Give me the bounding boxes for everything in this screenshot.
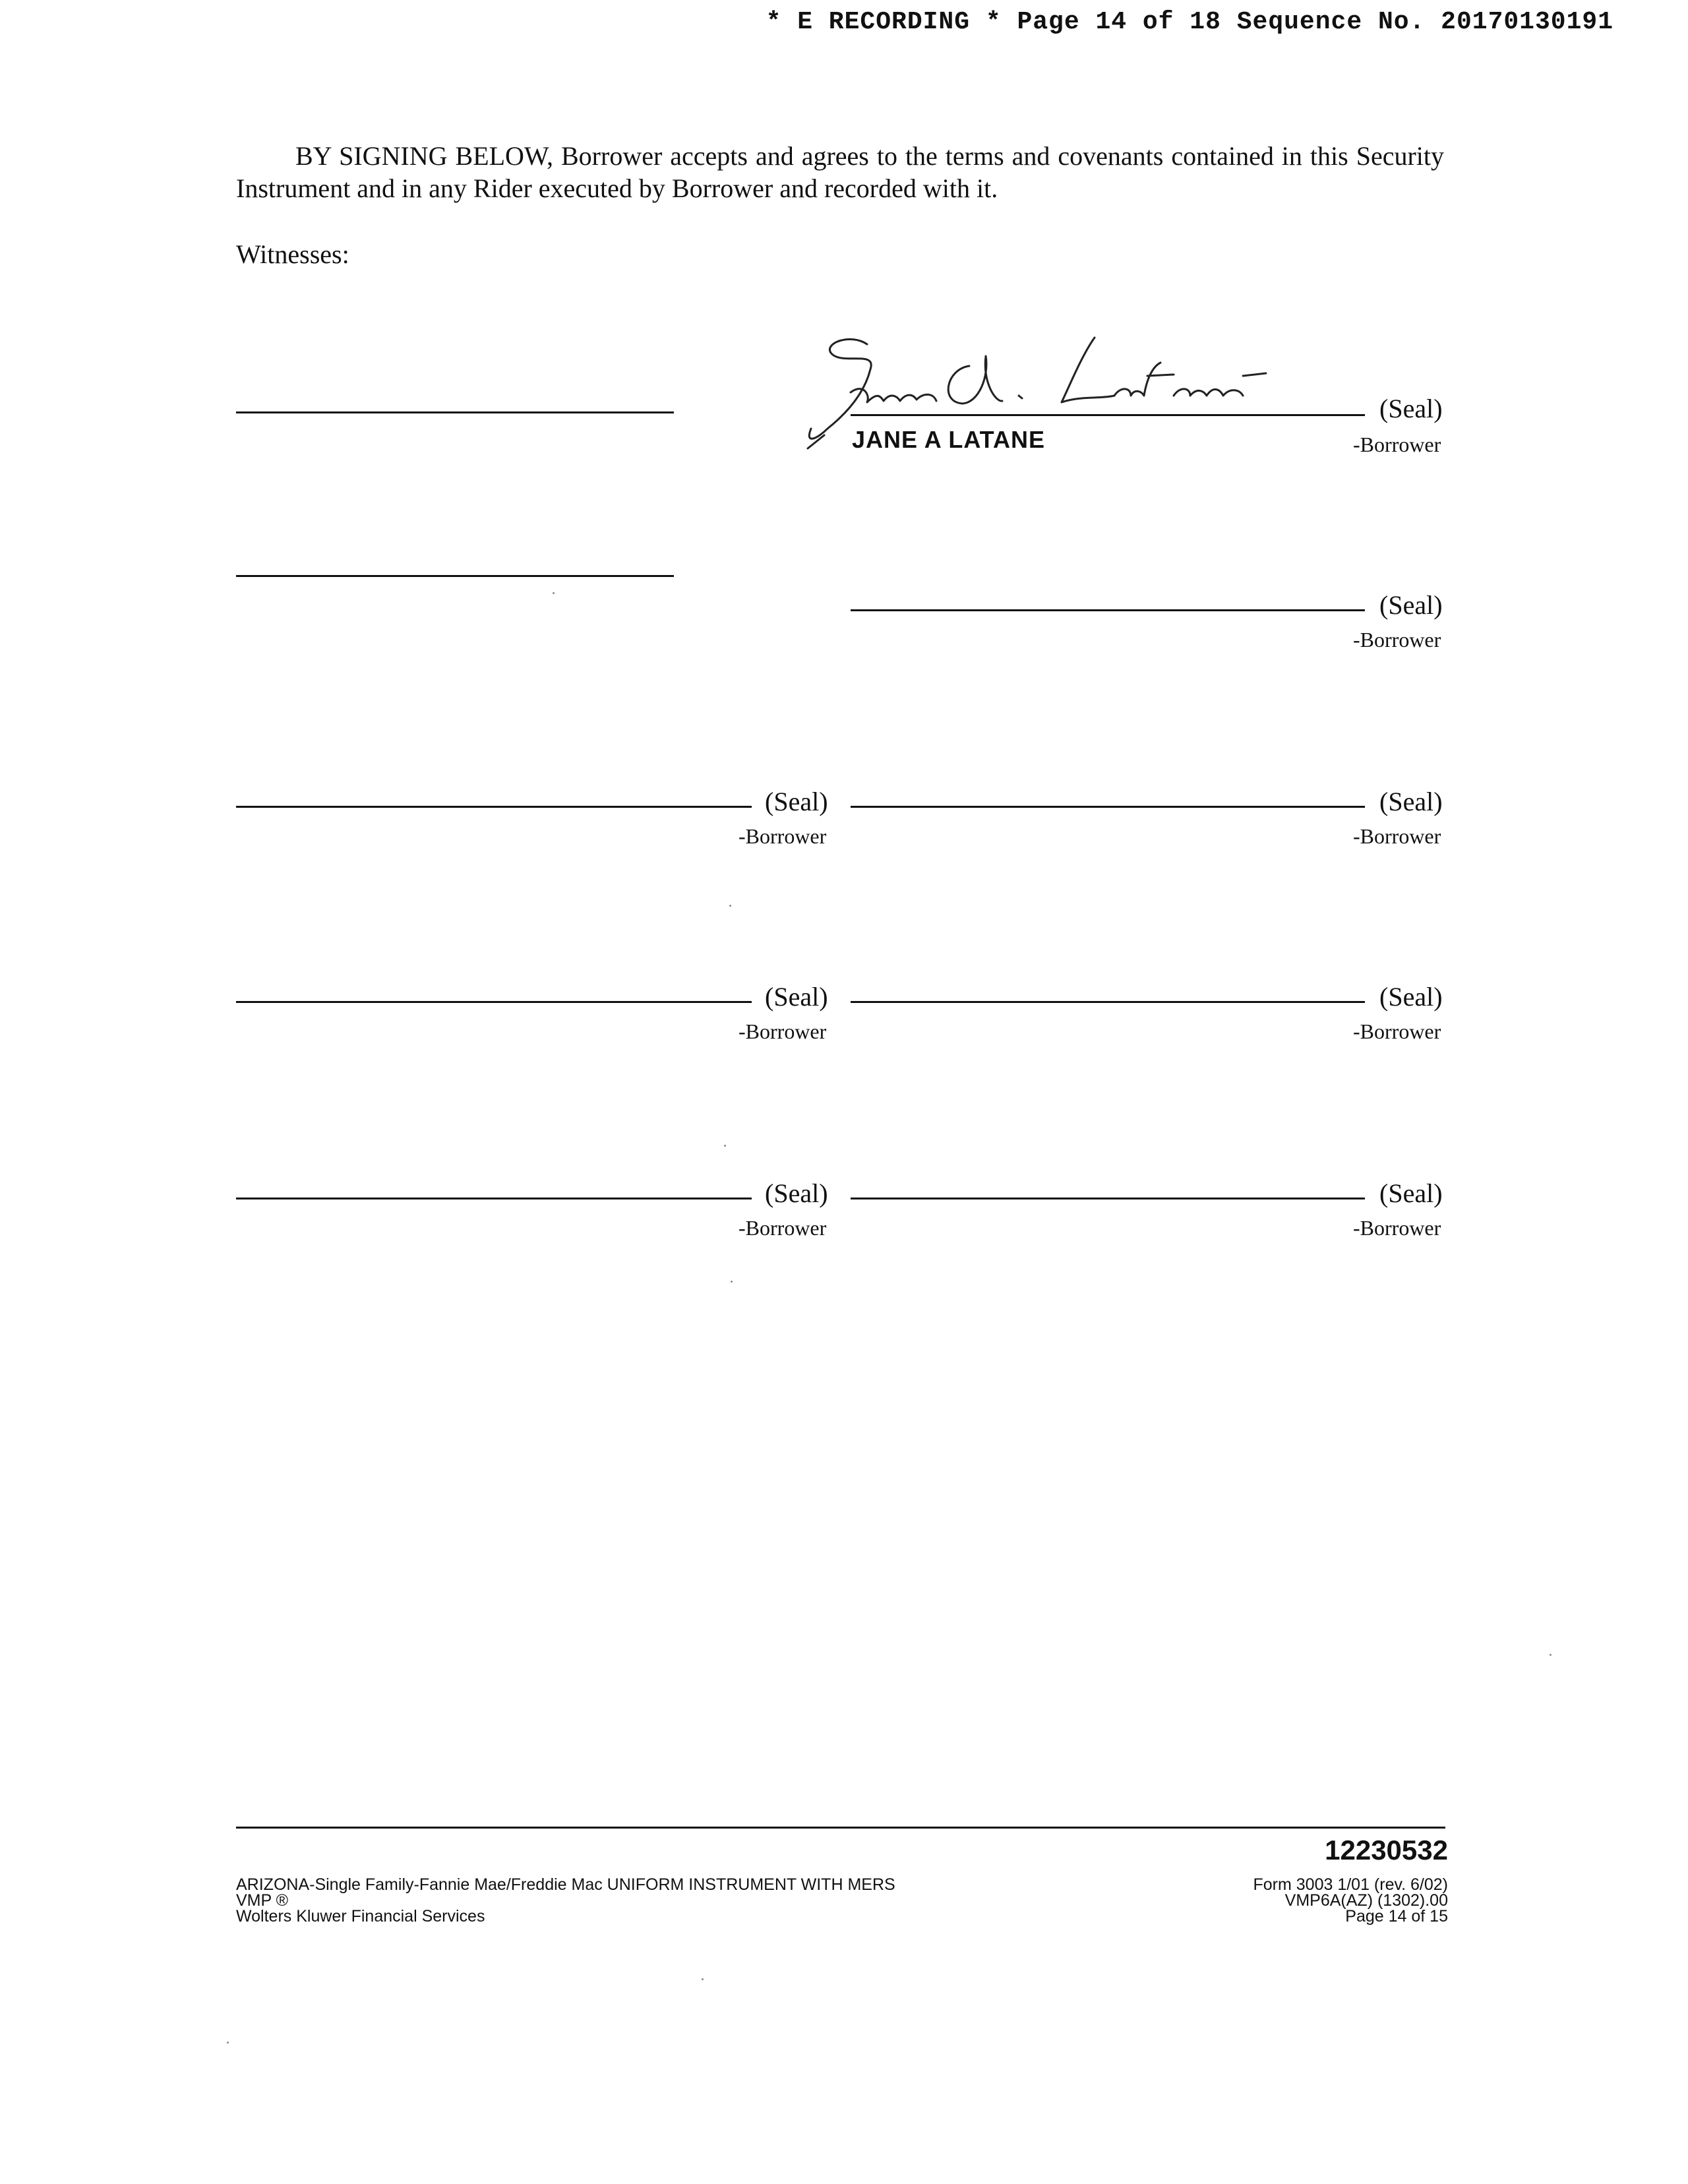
- borrower-label-2: -Borrower: [1353, 628, 1441, 652]
- seal-label-3: (Seal): [765, 787, 828, 816]
- scan-speck: [1550, 1654, 1552, 1656]
- scan-speck: [724, 1145, 726, 1147]
- scan-speck: [227, 2042, 229, 2044]
- footer-left: [236, 1877, 895, 1924]
- scan-speck: [729, 905, 731, 907]
- footer-vmp: VMP ®: [236, 1891, 289, 1910]
- witnesses-label: Witnesses:: [236, 239, 349, 269]
- borrower-signature-line-5[interactable]: [236, 1001, 752, 1003]
- footer-right: [1253, 1877, 1448, 1924]
- seal-label-6: (Seal): [1379, 982, 1443, 1012]
- borrower-signature-line-8[interactable]: [851, 1198, 1365, 1199]
- seal-label-7: (Seal): [765, 1178, 828, 1208]
- borrower-signature-line-7[interactable]: [236, 1198, 752, 1199]
- borrower-label-7: -Borrower: [738, 1216, 827, 1240]
- recording-header: * E RECORDING * Page 14 of 18 Sequence No. 20170130191: [766, 8, 1613, 36]
- footer-rule: [236, 1827, 1445, 1829]
- footer-publisher: Wolters Kluwer Financial Services: [236, 1907, 485, 1926]
- borrower-label-3: -Borrower: [738, 824, 827, 848]
- borrower-label-8: -Borrower: [1353, 1216, 1441, 1240]
- loan-number: 12230532: [1325, 1835, 1448, 1866]
- footer-page-number: Page 14 of 15: [1345, 1907, 1448, 1926]
- footer-form-title: ARIZONA-Single Family-Fannie Mae/Freddie Mac UNIFORM INSTRUMENT WITH MERS: [236, 1875, 895, 1894]
- borrower-signature-line-4[interactable]: [851, 806, 1365, 808]
- witness-line-2[interactable]: [236, 575, 674, 577]
- witness-line-1[interactable]: [236, 411, 674, 413]
- borrower-signature-line-1[interactable]: [851, 414, 1365, 416]
- footer-form-number: Form 3003 1/01 (rev. 6/02): [1253, 1875, 1448, 1894]
- borrower-signature-line-3[interactable]: [236, 806, 752, 808]
- signer-printed-name: JANE A LATANE: [852, 426, 1046, 453]
- seal-label-5: (Seal): [765, 982, 828, 1012]
- borrower-label-1: -Borrower: [1353, 433, 1441, 456]
- scan-speck: [731, 1281, 733, 1283]
- signing-statement-text: BY SIGNING BELOW, Borrower accepts and agrees to the terms and covenants contained in this Security Instrument and in any Rider executed by Borrower and recorded with it.: [236, 141, 1444, 203]
- seal-label-2: (Seal): [1379, 590, 1443, 620]
- borrower-label-5: -Borrower: [738, 1019, 827, 1043]
- scan-speck: [553, 592, 555, 594]
- borrower-signature-line-6[interactable]: [851, 1001, 1365, 1003]
- signing-statement: [236, 140, 1444, 204]
- scan-speck: [702, 1978, 704, 1980]
- borrower-label-6: -Borrower: [1353, 1019, 1441, 1043]
- seal-label-8: (Seal): [1379, 1178, 1443, 1208]
- borrower-signature-line-2[interactable]: [851, 609, 1365, 611]
- seal-label-1: (Seal): [1379, 394, 1443, 423]
- seal-label-4: (Seal): [1379, 787, 1443, 816]
- borrower-label-4: -Borrower: [1353, 824, 1441, 848]
- footer-vmp-code: VMP6A(AZ) (1302).00: [1284, 1891, 1448, 1910]
